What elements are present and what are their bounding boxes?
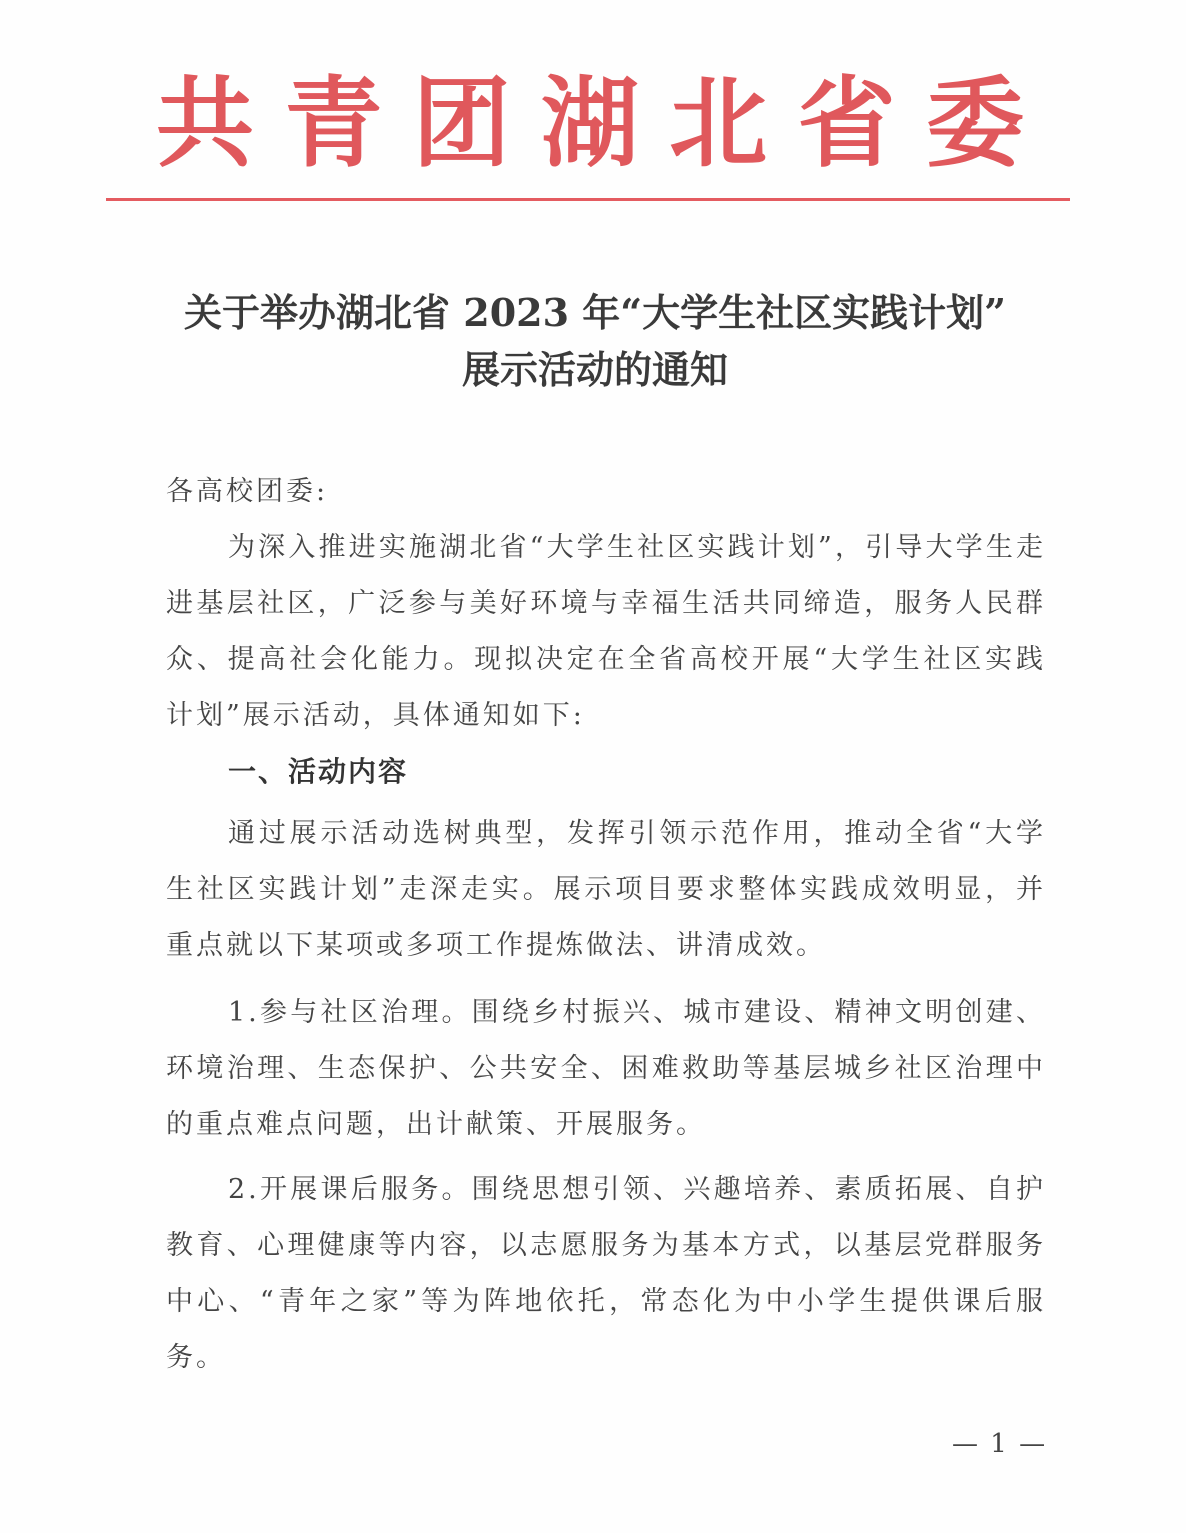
masthead-org-name: [150, 62, 1030, 186]
masthead-char: 北: [669, 67, 768, 181]
masthead-divider: [106, 198, 1070, 201]
item-paragraph-2: 2.开展课后服务。围绕思想引领、兴趣培养、素质拓展、自护教育、心理健康等内容，以志愿服务为基本方式，以基层党群服务中心、“青年之家”等为阵地依托，常态化为中小学生提供课后服务。: [166, 1174, 1046, 1373]
salutation: 各高校团委:: [166, 476, 329, 507]
masthead-char: 青: [284, 67, 383, 181]
masthead-char: 湖: [540, 67, 639, 181]
item-paragraph-1: 1.参与社区治理。围绕乡村振兴、城市建设、精神文明创建、环境治理、生态保护、公共安全、困难救助等基层城乡社区治理中的重点难点问题，出计献策、开展服务。: [166, 997, 1046, 1140]
document-title-line2: 展示活动的通知: [461, 347, 728, 392]
section-body-paragraph: 通过展示活动选树典型，发挥引领示范作用，推动全省“大学生社区实践计划”走深走实。展示项目要求整体实践成效明显，并重点就以下某项或多项工作提炼做法、讲清成效。: [166, 818, 1046, 961]
masthead-char: 委: [925, 67, 1024, 181]
masthead-char: 团: [412, 67, 511, 181]
document-title-line1: 关于举办湖北省 2023 年“大学生社区实践计划”: [184, 290, 1006, 335]
section-heading: 一、活动内容: [228, 755, 409, 788]
masthead-char: 共: [155, 67, 254, 181]
page-number: — 1 —: [952, 1429, 1048, 1459]
masthead-char: 省: [797, 67, 896, 181]
intro-paragraph: 为深入推进实施湖北省“大学生社区实践计划”，引导大学生走进基层社区，广泛参与美好环境与幸福生活共同缔造，服务人民群众、提高社会化能力。现拟决定在全省高校开展“大学生社区实践计划”展示活动，具体通知如下:: [166, 532, 1046, 731]
